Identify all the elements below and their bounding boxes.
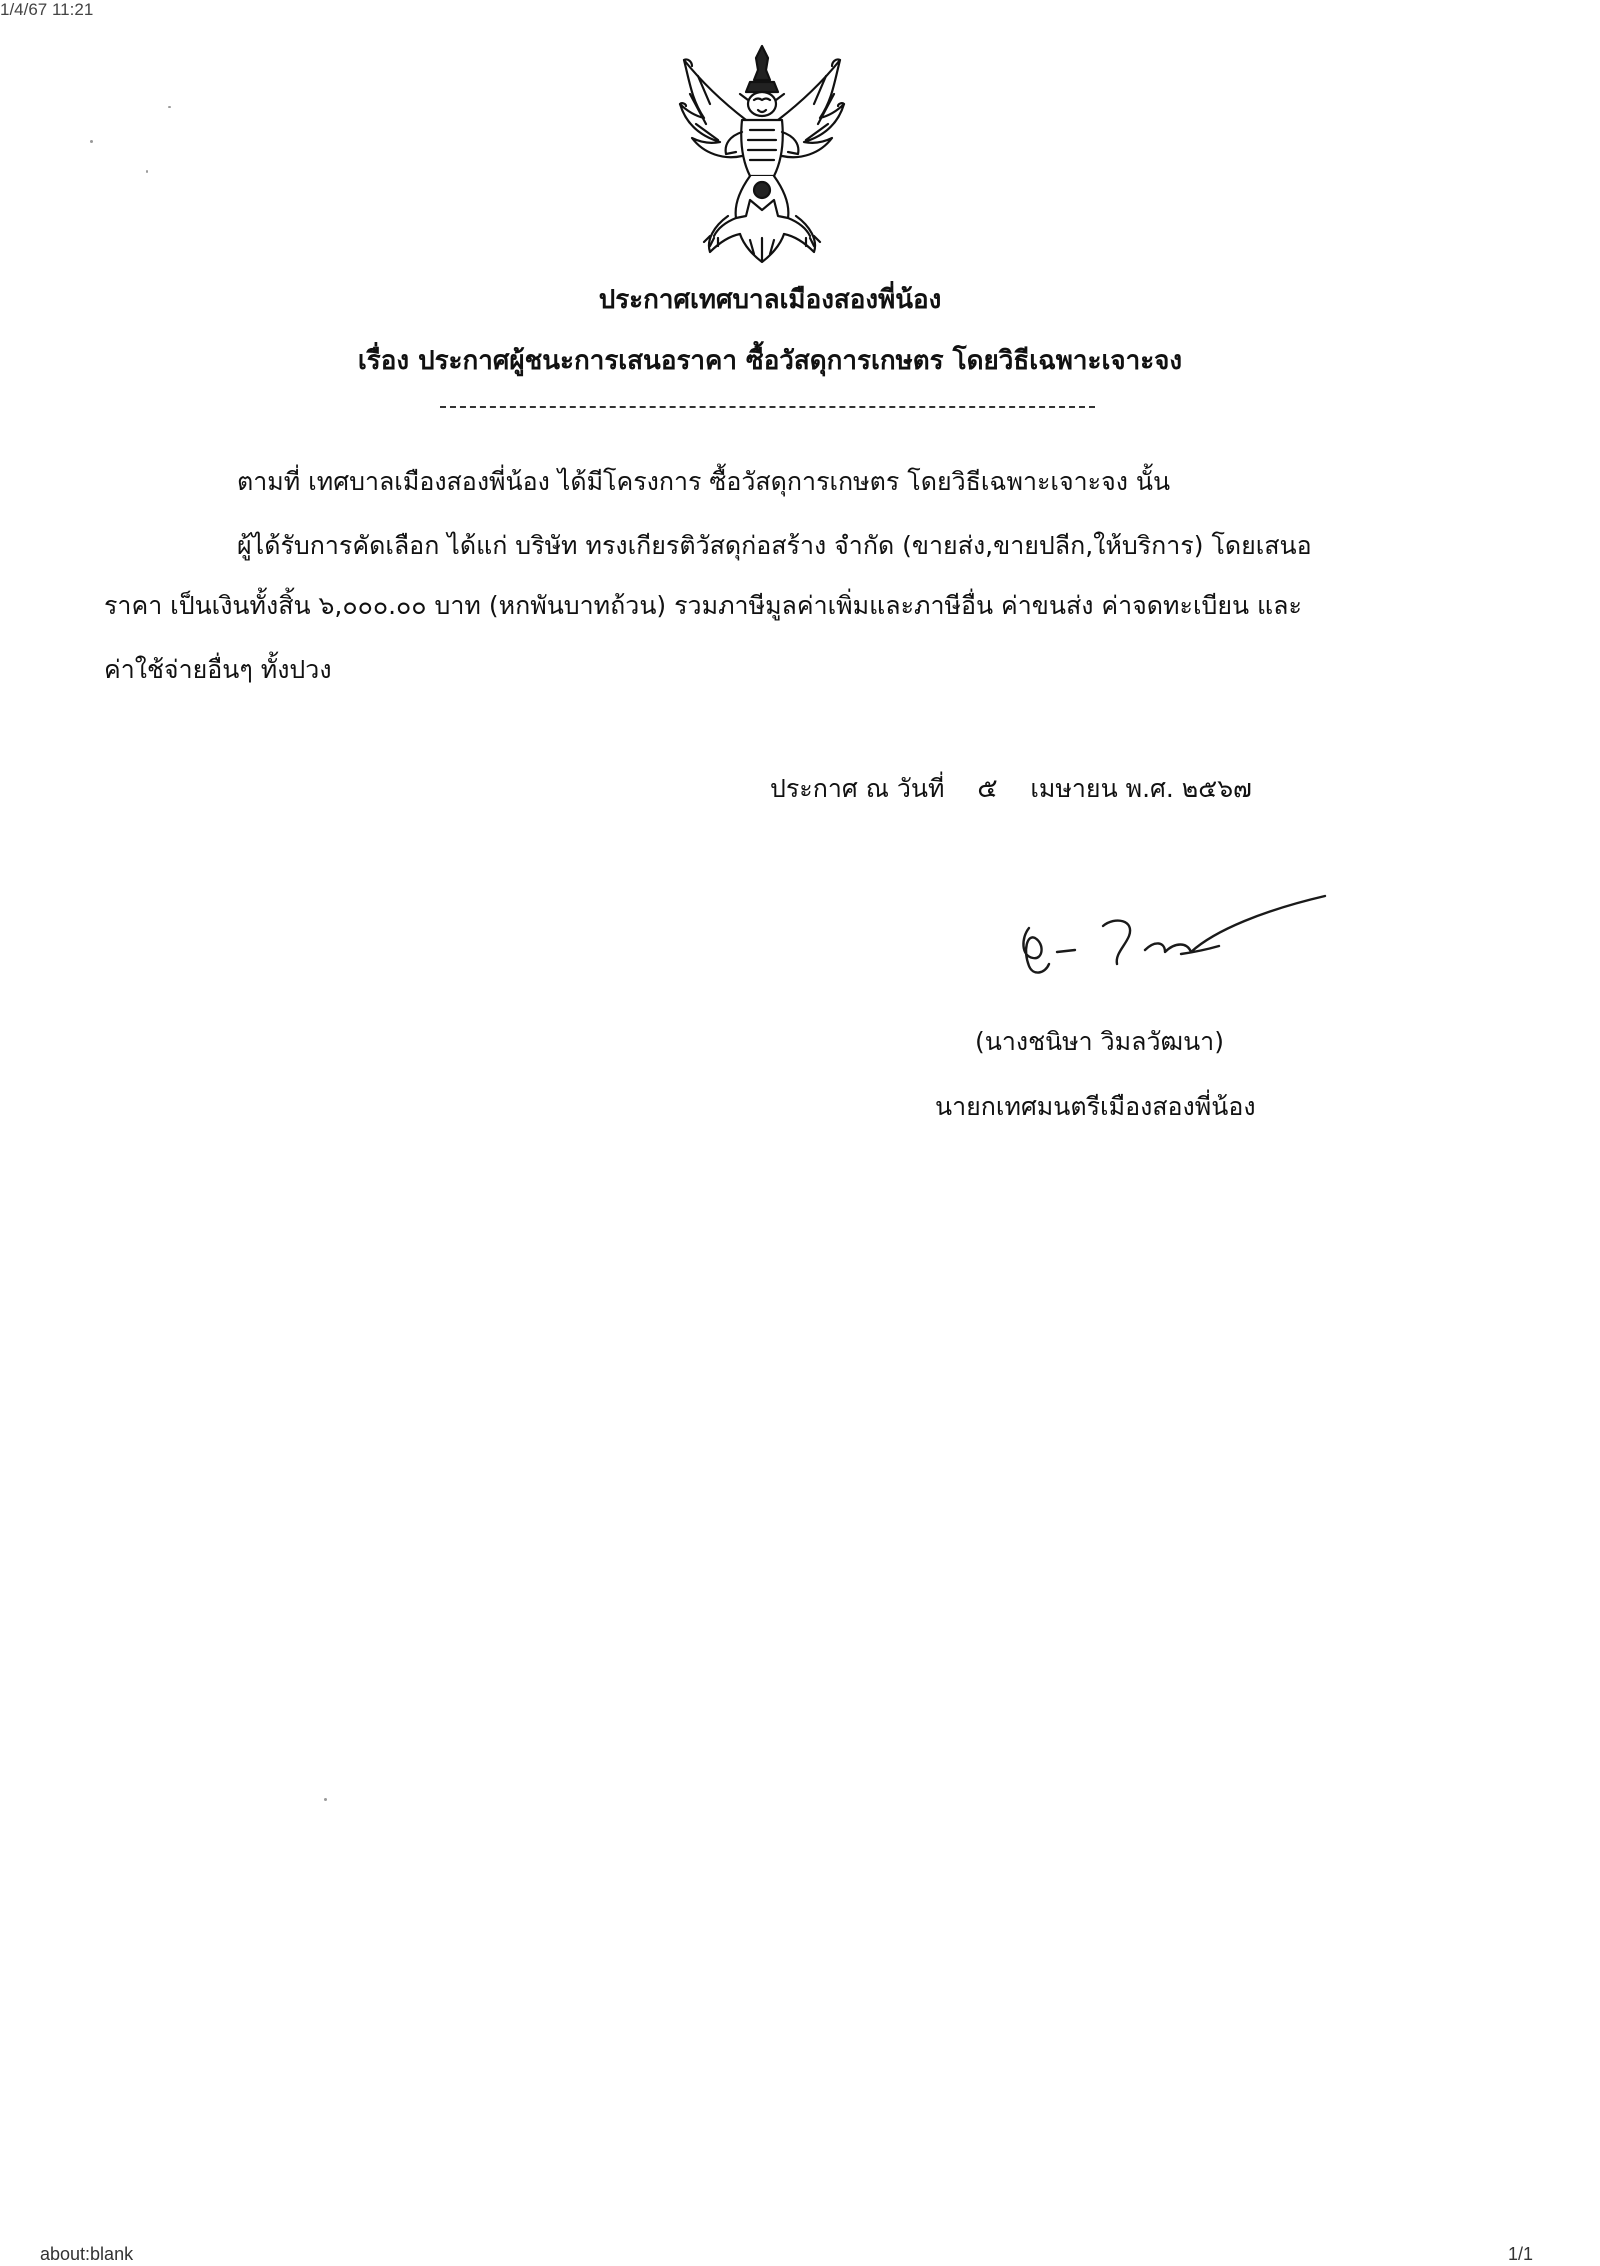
- print-page-number: 1/1: [1508, 2244, 1534, 2264]
- scan-speck: [168, 106, 171, 108]
- document-subject: เรื่อง ประกาศผู้ชนะการเสนอราคา ซื้อวัสดุการเกษตร โดยวิธีเฉพาะเจาะจง: [357, 346, 1183, 376]
- date-prefix: ประกาศ ณ วันที่: [770, 774, 945, 803]
- signer-title: นายกเทศมนตรีเมืองสองพี่น้อง: [935, 1092, 1256, 1121]
- scan-speck: [146, 170, 148, 173]
- body-paragraph-line-2: ผู้ได้รับการคัดเลือก ได้แก่ บริษัท ทรงเกียรติวัสดุก่อสร้าง จำกัด (ขายส่ง,ขายปลีก,ให้บริการ) โดยเสนอ: [237, 531, 1312, 560]
- body-paragraph-line-3: ราคา เป็นเงินทั้งสิ้น ๖,๐๐๐.๐๐ บาท (หกพันบาทถ้วน) รวมภาษีมูลค่าเพิ่มและภาษีอื่น ค่าขนส่ง ค่าจดทะเบียน และ: [104, 591, 1302, 620]
- print-url: about:blank: [40, 2244, 134, 2264]
- body-paragraph-line-4: ค่าใช้จ่ายอื่นๆ ทั้งปวง: [104, 655, 332, 684]
- handwritten-signature: [1005, 880, 1335, 990]
- announcement-date: [770, 766, 1252, 809]
- print-timestamp: 1/4/67 11:21: [0, 0, 94, 19]
- signer-name: (นางชนิษา วิมลวัฒนา): [975, 1027, 1224, 1056]
- garuda-emblem-icon: [670, 40, 855, 270]
- body-paragraph-line-1: ตามที่ เทศบาลเมืองสองพี่น้อง ได้มีโครงการ ซื้อวัสดุการเกษตร โดยวิธีเฉพาะเจาะจง นั้น: [237, 467, 1171, 496]
- date-month-year: เมษายน พ.ศ. ๒๕๖๗: [1030, 774, 1252, 803]
- date-day: ๕: [977, 773, 998, 804]
- scan-speck: [324, 1798, 327, 1801]
- page-title: ประกาศเทศบาลเมืองสองพี่น้อง: [598, 285, 942, 315]
- scan-speck: [90, 140, 93, 143]
- dashed-divider: [440, 406, 1095, 409]
